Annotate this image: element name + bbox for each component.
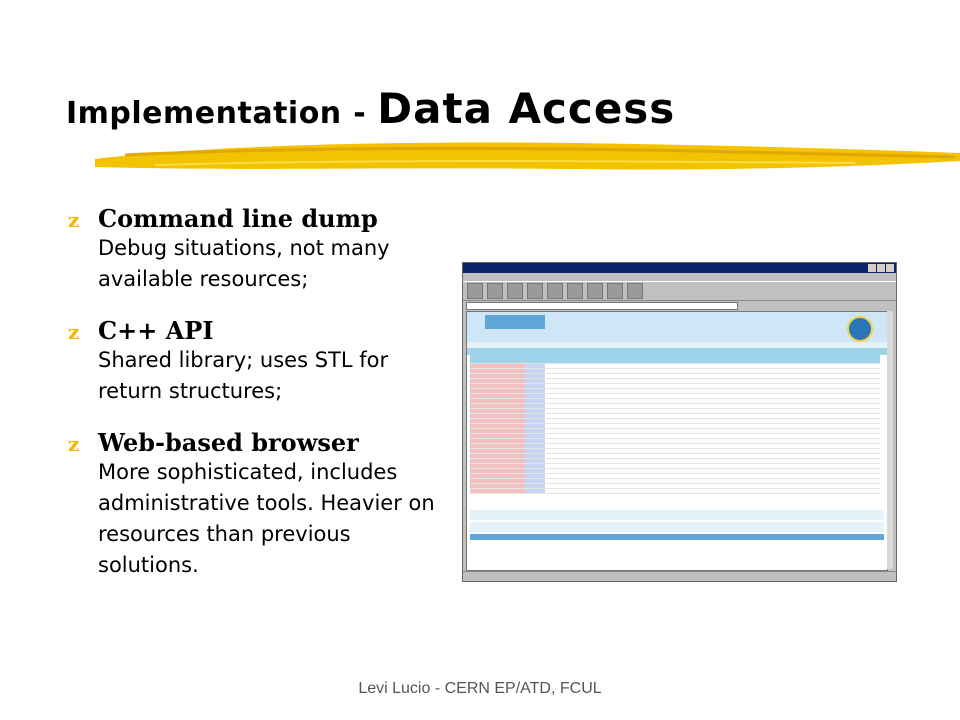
minimize-icon xyxy=(868,264,876,272)
status-bar xyxy=(463,571,896,581)
bullet-marker-icon: z xyxy=(68,320,80,344)
runs-table xyxy=(470,355,880,494)
netscape-icon xyxy=(567,283,583,299)
brush-stroke-underline xyxy=(95,127,960,177)
stop-icon xyxy=(627,283,643,299)
bullet-marker-icon: z xyxy=(68,208,80,232)
title-part-1: Implementation xyxy=(66,96,342,131)
window-titlebar xyxy=(463,263,896,273)
close-icon xyxy=(886,264,894,272)
menubar xyxy=(463,273,896,281)
home-icon xyxy=(527,283,543,299)
bullet-text: More sophisticated, includes administrative tools. Heavier on resources than previous solutions. xyxy=(98,460,435,577)
back-icon xyxy=(467,283,483,299)
pager xyxy=(467,498,887,508)
advanced-search-box xyxy=(470,510,884,520)
forward-icon xyxy=(487,283,503,299)
reload-icon xyxy=(507,283,523,299)
security-icon xyxy=(607,283,623,299)
title-part-2: Data Access xyxy=(377,84,676,133)
bookkeeper-logo xyxy=(485,315,545,329)
print-icon xyxy=(587,283,603,299)
generated-url-box xyxy=(470,522,884,532)
scrollbar xyxy=(887,311,893,569)
browser-screenshot-image xyxy=(462,262,897,582)
bullet-heading: Web-based browser xyxy=(98,428,359,457)
emblem-icon xyxy=(847,316,873,342)
maximize-icon xyxy=(877,264,885,272)
location-bar xyxy=(463,301,896,310)
bullet-item xyxy=(68,205,438,295)
bullet-heading: Command line dump xyxy=(98,204,378,233)
bullet-heading: C++ API xyxy=(98,316,214,345)
slide-footer: Levi Lucio - CERN EP/ATD, FCUL xyxy=(358,680,602,697)
bottom-nav xyxy=(470,534,884,540)
page-header xyxy=(467,312,887,342)
url-field xyxy=(466,302,738,310)
bullet-marker-icon: z xyxy=(68,432,80,456)
search-icon xyxy=(547,283,563,299)
database-line xyxy=(467,348,887,355)
bullet-item xyxy=(68,317,438,407)
title-separator: - xyxy=(353,96,366,131)
slide-title xyxy=(66,84,675,133)
bullet-item xyxy=(68,429,438,581)
bullet-text: Shared library; uses STL for return structures; xyxy=(98,348,389,403)
bullet-list xyxy=(68,205,438,603)
web-page xyxy=(466,311,888,571)
bullet-text: Debug situations, not many available resources; xyxy=(98,236,390,291)
browser-toolbar xyxy=(463,281,896,301)
